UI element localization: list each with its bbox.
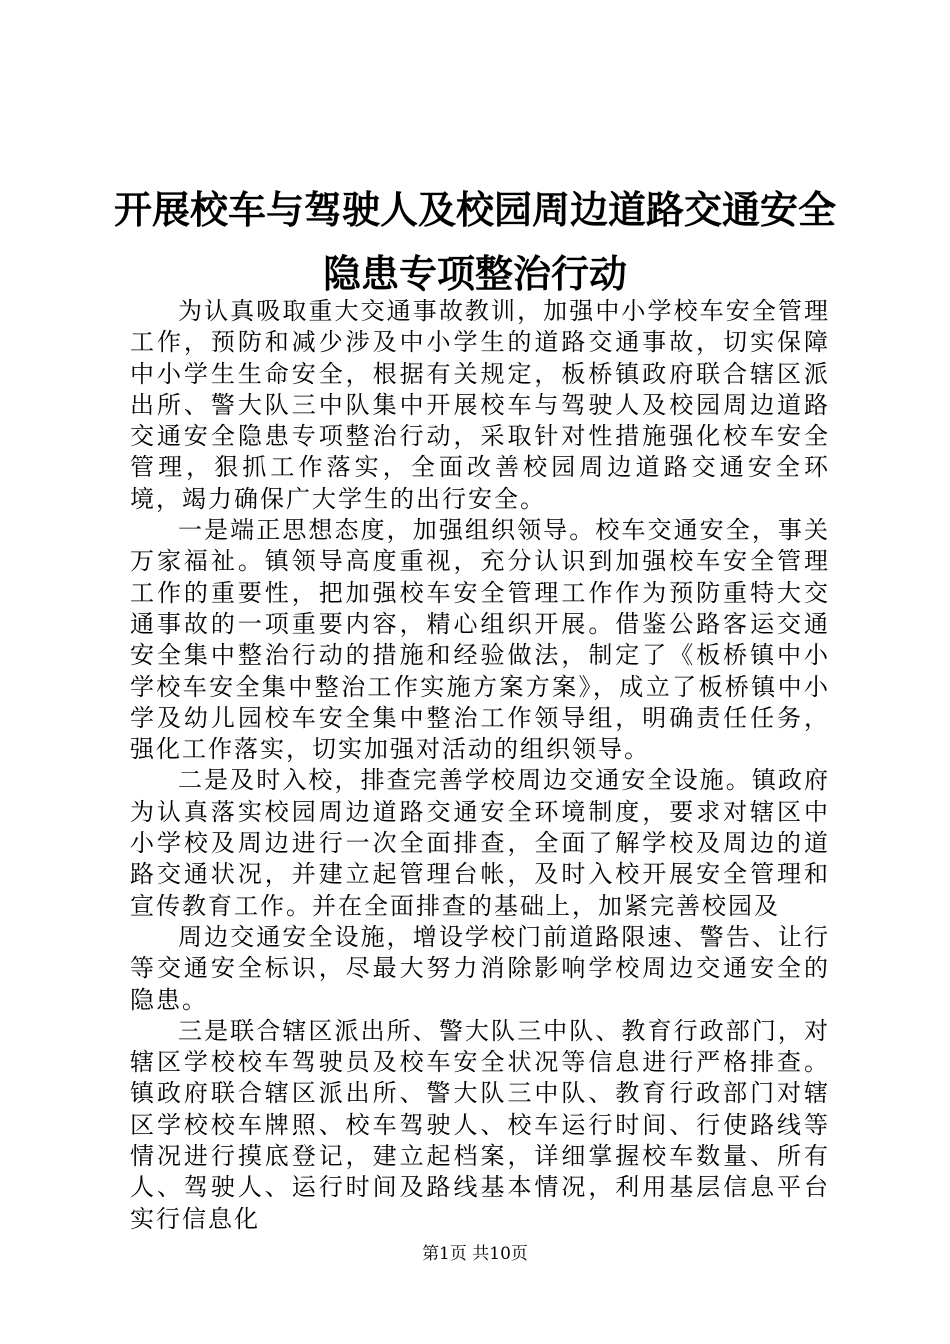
document-title: 开展校车与驾驶人及校园周边道路交通安全隐患专项整治行动 <box>113 187 836 296</box>
document-body <box>130 296 830 1235</box>
paragraph-intro: 为认真吸取重大交通事故教训，加强中小学校车安全管理工作，预防和减少涉及中小学生的道路交通事故，切实保障中小学生生命安全，根据有关规定，板桥镇政府联合辖区派出所、警大队三中队集中开展校车与驾驶人及校园周边道路交通安全隐患专项整治行动，采取针对性措施强化校车安全管理，狠抓工作落实，全面改善校园周边道路交通安全环境，竭力确保广大学生的出行安全。 <box>130 297 830 513</box>
paragraph-point-three: 三是联合辖区派出所、警大队三中队、教育行政部门，对辖区学校校车驾驶员及校车安全状况等信息进行严格排查。镇政府联合辖区派出所、警大队三中队、教育行政部门对辖区学校校车牌照、校车驾驶人、校车运行时间、行使路线等情况进行摸底登记，建立起档案，详细掌握校车数量、所有人、驾驶人、运行时间及路线基本情况，利用基层信息平台实行信息化 <box>130 1016 830 1233</box>
paragraph-point-two-continued: 周边交通安全设施，增设学校门前道路限速、警告、让行等交通安全标识，尽最大努力消除影响学校周边交通安全的隐患。 <box>130 922 830 1014</box>
paragraph-point-two: 二是及时入校，排查完善学校周边交通安全设施。镇政府为认真落实校园周边道路交通安全环境制度，要求对辖区中小学校及周边进行一次全面排查，全面了解学校及周边的道路交通状况，并建立起管理台帐，及时入校开展安全管理和宣传教育工作。并在全面排查的基础上，加紧完善校园及 <box>130 766 830 920</box>
page-number-footer: 第1页 共10页 <box>422 1244 528 1264</box>
paragraph-point-one: 一是端正思想态度，加强组织领导。校车交通安全，事关万家福祉。镇领导高度重视，充分认识到加强校车安全管理工作的重要性，把加强校车安全管理工作作为预防重特大交通事故的一项重要内容，精心组织开展。借鉴公路客运交通安全集中整治行动的措施和经验做法，制定了《板桥镇中小学校车安全集中整治工作实施方案方案》，成立了板桥镇中小学及幼儿园校车安全集中整治工作领导组，明确责任任务，强化工作落实，切实加强对活动的组织领导。 <box>130 516 830 764</box>
